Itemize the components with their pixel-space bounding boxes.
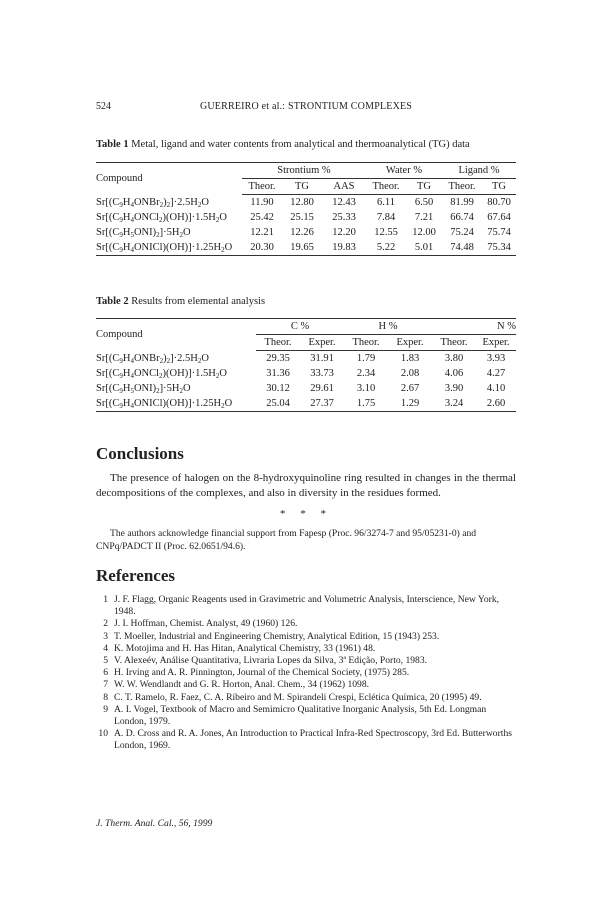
reference-item — [96, 655, 516, 667]
formula-subscript: 2 — [197, 356, 202, 365]
value-cell: 25.15 — [290, 212, 314, 223]
reference-text: H. Irving and A. R. Pinnington, Journal of the Chemical Society, (1975) 285. — [114, 667, 410, 679]
formula-text: ONBr — [133, 352, 160, 364]
formula-text: H — [122, 242, 131, 253]
value-cell: 12.21 — [250, 227, 274, 238]
reference-number: 10 — [98, 728, 108, 740]
formula-subscript: 9 — [119, 200, 123, 209]
value-cell: 3.10 — [356, 383, 376, 394]
value-cell: 1.83 — [400, 353, 420, 364]
formula-subscript: 2 — [156, 231, 160, 239]
value-cell: 12.80 — [290, 197, 314, 208]
compound-cell — [96, 396, 256, 412]
table2-group-hydrogen: H % — [344, 319, 432, 335]
reference-text: W. W. Wendlandt and G. R. Horton, Anal. Chem., 34 (1962) 1098. — [114, 679, 370, 691]
formula-subscript: 2 — [221, 402, 225, 410]
formula-subscript: 4 — [130, 356, 134, 365]
formula-subscript: 2 — [179, 231, 183, 239]
acknowledgement: The authors acknowledge financial support from Fapesp (Proc. 96/3274-7 and 95/05231-0) and CNPq/PADCT II (Proc. 62.0651/94.6). — [96, 528, 477, 552]
formula-text: )(OH)]·1.5H — [162, 212, 216, 223]
value-cell: 3.93 — [486, 353, 506, 364]
table2-group-header — [96, 319, 516, 335]
value-cell: 25.42 — [250, 212, 274, 223]
value-cell: 74.48 — [442, 240, 482, 256]
references-heading: References — [96, 566, 175, 585]
formula-subscript: 2 — [215, 372, 220, 380]
table2-subheader-cell: Exper. — [388, 335, 432, 351]
value-cell: 33.73 — [310, 368, 334, 379]
table1-subheader-cell: Theor. — [242, 179, 282, 195]
table-row — [96, 351, 516, 367]
table2-subheader-cell: Theor. — [432, 335, 476, 351]
table1-subheader-cell: Theor. — [366, 179, 406, 195]
table2-subheader-cell: Theor. — [344, 335, 388, 351]
conclusions-heading: Conclusions — [96, 444, 184, 463]
formula-text: Sr[(C — [96, 196, 120, 208]
formula-text: ]·2.5H — [170, 196, 198, 208]
value-cell: 5.22 — [366, 240, 406, 256]
formula-text: Sr[(C — [96, 227, 120, 238]
formula-subscript: 2 — [221, 246, 225, 254]
reference-list — [96, 594, 516, 753]
value-cell: 1.75 — [344, 396, 388, 412]
value-cell: 19.83 — [322, 240, 366, 256]
formula-subscript: 9 — [119, 402, 123, 410]
table2-caption — [96, 296, 265, 307]
formula-subscript: 9 — [119, 387, 123, 395]
value-cell: 3.80 — [444, 353, 464, 364]
table2-compound-header: Compound — [96, 319, 256, 351]
compound-cell — [96, 351, 256, 367]
table1-body — [96, 195, 516, 256]
value-cell: 25.04 — [256, 396, 300, 412]
formula-text: O — [182, 227, 191, 238]
compound-cell — [96, 381, 256, 396]
value-cell: 27.37 — [300, 396, 344, 412]
value-cell: 25.33 — [332, 212, 356, 223]
table1-compound-header: Compound — [96, 163, 242, 195]
reference-text: J. F. Flagg, Organic Reagents used in Gravimetric and Volumetric Analysis, Interscience, New York, 1948. — [114, 594, 500, 618]
table-row — [96, 396, 516, 412]
table1 — [96, 162, 516, 256]
formula-text: H — [122, 368, 131, 379]
table2-subheader-cell: Exper. — [300, 335, 344, 351]
formula-subscript: 2 — [197, 200, 202, 209]
value-cell: 75.74 — [487, 227, 511, 238]
value-cell: 75.34 — [482, 240, 516, 256]
formula-text: Sr[(C — [96, 398, 120, 409]
value-cell: 4.27 — [486, 368, 506, 379]
formula-subscript: 4 — [130, 246, 134, 254]
value-cell: 19.65 — [282, 240, 322, 256]
reference-number: 1 — [103, 594, 108, 605]
formula-text: O — [182, 383, 191, 394]
table2-subheader-cell: Exper. — [476, 335, 516, 351]
reference-number: 5 — [103, 655, 108, 667]
value-cell: 7.21 — [414, 212, 434, 223]
reference-text: J. I. Hoffman, Chemist. Analyst, 49 (1960) 126. — [114, 618, 298, 630]
value-cell: 12.43 — [332, 197, 356, 208]
reference-number: 8 — [103, 691, 108, 703]
reference-number: 2 — [103, 618, 108, 630]
value-cell: 75.24 — [450, 227, 474, 238]
formula-text: Sr[(C — [96, 383, 120, 394]
value-cell: 81.99 — [450, 197, 474, 208]
formula-text: H — [122, 196, 131, 208]
reference-text: C. T. Ramelo, R. Faez, C. A. Ribeiro and M. Spirandeli Crespi, Eclética Química, 20 (1995) 49. — [114, 691, 482, 703]
value-cell: 4.10 — [486, 383, 506, 394]
table1-subheader-cell: AAS — [322, 179, 366, 195]
value-cell: 80.70 — [487, 197, 511, 208]
formula-subscript: 4 — [130, 372, 134, 380]
running-title: GUERREIRO et al.: STRONTIUM COMPLEXES — [199, 101, 413, 112]
compound-cell — [96, 225, 242, 240]
value-cell: 2.60 — [476, 396, 516, 412]
table1-group-header — [96, 163, 516, 179]
table-row — [96, 240, 516, 256]
table-row — [96, 195, 516, 211]
value-cell: 6.11 — [377, 197, 395, 208]
formula-subscript: 4 — [130, 200, 134, 209]
reference-item — [96, 728, 516, 752]
table-row — [96, 225, 516, 240]
formula-text: O — [219, 212, 227, 223]
formula-text: ONCl — [133, 212, 160, 223]
value-cell: 67.64 — [487, 212, 511, 223]
table2-body — [96, 351, 516, 412]
value-cell: 12.20 — [332, 227, 356, 238]
reference-text: T. Moeller, Industrial and Engineering Chemistry, Analytical Edition, 15 (1943) 253. — [114, 630, 440, 642]
page-number: 524 — [96, 101, 111, 112]
formula-subscript: 9 — [119, 216, 123, 224]
value-cell: 29.35 — [266, 353, 290, 364]
formula-text: H — [122, 383, 131, 394]
formula-text: ]·2.5H — [170, 352, 198, 364]
reference-item — [96, 692, 516, 704]
value-cell: 1.79 — [356, 353, 376, 364]
value-cell: 31.91 — [310, 353, 334, 364]
reference-item — [96, 704, 516, 728]
formula-text: O — [201, 352, 209, 364]
reference-number: 4 — [103, 642, 108, 654]
formula-subscript: 2 — [166, 356, 171, 365]
value-cell: 7.84 — [376, 212, 396, 223]
table2-group-carbon: C % — [256, 319, 344, 335]
table1-subheader-cell: Theor. — [442, 179, 482, 195]
formula-subscript: 2 — [166, 200, 171, 209]
value-cell: 20.30 — [242, 240, 282, 256]
formula-text: ONICl)(OH)]·1.25H — [133, 398, 222, 409]
value-cell: 5.01 — [406, 240, 442, 256]
formula-text: ONI) — [133, 383, 157, 394]
formula-subscript: 2 — [159, 372, 163, 380]
formula-text: ) — [163, 196, 167, 208]
value-cell: 30.12 — [266, 383, 290, 394]
reference-item — [96, 643, 516, 655]
table-row — [96, 381, 516, 396]
value-cell: 4.06 — [444, 368, 464, 379]
formula-text: Sr[(C — [96, 242, 120, 253]
compound-cell — [96, 210, 242, 225]
table2-group-nitrogen: N % — [432, 319, 516, 335]
value-cell: 29.61 — [310, 383, 334, 394]
table1-group-water: Water % — [366, 163, 442, 179]
table-row — [96, 210, 516, 225]
value-cell: 66.74 — [450, 212, 474, 223]
formula-text: ONICl)(OH)]·1.25H — [133, 242, 222, 253]
table1-subheader-cell: TG — [406, 179, 442, 195]
value-cell: 1.29 — [388, 396, 432, 412]
formula-text: ONBr — [133, 196, 160, 208]
formula-text: )(OH)]·1.5H — [162, 368, 216, 379]
reference-item — [96, 631, 516, 643]
formula-text: ]·5H — [159, 383, 180, 394]
formula-text: H — [122, 212, 131, 223]
formula-subscript: 2 — [215, 216, 220, 224]
formula-subscript: 2 — [159, 200, 164, 209]
table1-label: Table 1 — [96, 139, 129, 150]
value-cell: 2.34 — [356, 368, 376, 379]
table1-group-strontium: Strontium % — [242, 163, 366, 179]
reference-item — [96, 594, 516, 618]
conclusions-text: The presence of halogen on the 8-hydroxyquinoline ring resulted in changes in the thermal decompositions of the complexes, and also in diversity in the residues formed. — [96, 472, 516, 499]
formula-subscript: 9 — [119, 246, 123, 254]
table2 — [96, 318, 516, 412]
formula-subscript: 2 — [159, 356, 164, 365]
reference-item — [96, 667, 516, 679]
formula-text: ONCl — [133, 368, 160, 379]
table2-subheader-cell: Theor. — [256, 335, 300, 351]
formula-subscript: 9 — [119, 231, 123, 239]
formula-text: O — [219, 368, 227, 379]
formula-text: ONI) — [133, 227, 157, 238]
reference-item — [96, 618, 516, 630]
value-cell: 3.90 — [444, 383, 464, 394]
reference-text: A. I. Vogel, Textbook of Macro and Semimicro Qualitative Inorganic Analysis, 5th Ed. Longman London, 1979. — [114, 703, 487, 728]
table1-subheader-cell: TG — [282, 179, 322, 195]
formula-text: H — [122, 352, 131, 364]
value-cell: 2.67 — [400, 383, 420, 394]
formula-subscript: 4 — [130, 402, 134, 410]
value-cell: 12.55 — [374, 227, 398, 238]
formula-text: O — [201, 196, 209, 208]
value-cell: 2.08 — [400, 368, 420, 379]
formula-text: O — [224, 398, 233, 409]
reference-number: 9 — [103, 703, 108, 715]
table-row — [96, 366, 516, 381]
reference-text: V. Alexeév, Análise Quantitativa, Livraria Lopes da Silva, 3ª Edição, Porto, 1983. — [114, 655, 428, 667]
formula-subscript: 4 — [130, 216, 134, 224]
value-cell: 3.24 — [432, 396, 476, 412]
formula-text: Sr[(C — [96, 212, 120, 223]
table2-label: Table 2 — [96, 296, 129, 307]
reference-text: A. D. Cross and R. A. Jones, An Introduction to Practical Infra-Red Spectroscopy, 3rd Ed. Butterworths London, 1969. — [114, 728, 512, 752]
value-cell: 6.50 — [414, 197, 434, 208]
formula-text: Sr[(C — [96, 352, 120, 364]
formula-text: ) — [163, 352, 167, 364]
table2-caption-text: Results from elemental analysis — [131, 296, 266, 307]
compound-cell — [96, 195, 242, 211]
formula-text: H — [122, 227, 131, 238]
reference-item — [96, 679, 516, 691]
value-cell: 12.26 — [290, 227, 314, 238]
compound-cell — [96, 240, 242, 256]
formula-subscript: 5 — [130, 231, 134, 239]
formula-subscript: 5 — [130, 387, 134, 395]
formula-text: Sr[(C — [96, 368, 120, 379]
formula-subscript: 2 — [159, 216, 163, 224]
table1-caption-text: Metal, ligand and water contents from analytical and thermoanalytical (TG) data — [131, 139, 470, 150]
formula-text: H — [122, 398, 131, 409]
table1-group-ligand: Ligand % — [442, 163, 516, 179]
value-cell: 31.36 — [266, 368, 290, 379]
formula-subscript: 9 — [119, 356, 123, 365]
reference-number: 3 — [103, 630, 108, 642]
formula-text: ]·5H — [159, 227, 180, 238]
formula-subscript: 2 — [179, 387, 183, 395]
value-cell: 12.00 — [412, 227, 436, 238]
reference-text: K. Motojima and H. Has Hitan, Analytical Chemistry, 33 (1961) 48. — [114, 642, 376, 654]
formula-subscript: 9 — [119, 372, 123, 380]
reference-number: 6 — [103, 667, 108, 679]
journal-footer: J. Therm. Anal. Cal., 56, 1999 — [96, 818, 213, 829]
section-separator: * * * — [280, 508, 332, 520]
table1-caption — [96, 139, 470, 150]
reference-number: 7 — [103, 679, 108, 691]
compound-cell — [96, 366, 256, 381]
value-cell: 11.90 — [250, 197, 274, 208]
table1-subheader-cell: TG — [482, 179, 516, 195]
formula-text: O — [224, 242, 233, 253]
formula-subscript: 2 — [156, 387, 160, 395]
